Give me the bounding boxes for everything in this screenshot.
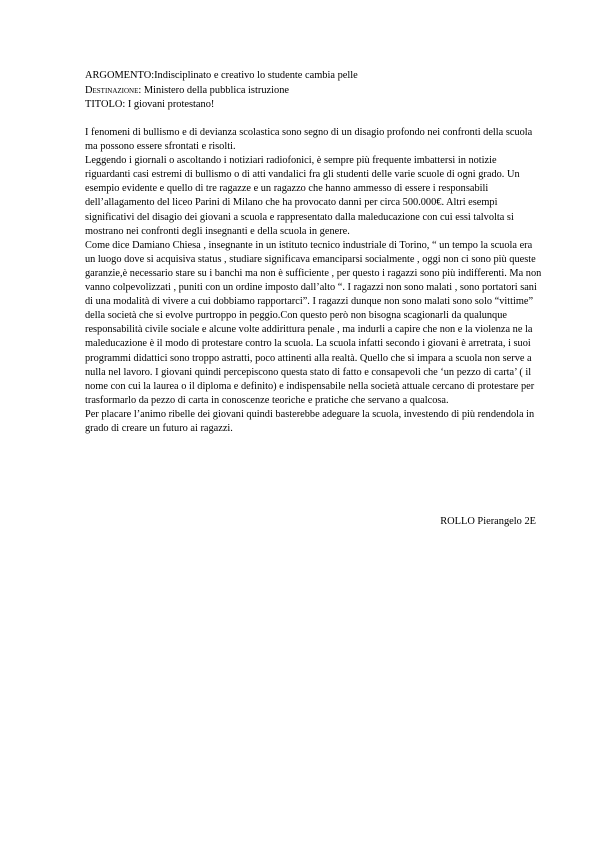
paragraph-news: Leggendo i giornali o ascoltando i notiziari radiofonici, è sempre più frequente imbattersi in notizie riguardanti casi estremi di bullismo o di atti vandalici fra gli studenti delle varie scuole di ogni grado. Un esempio evidente e quello di tre ragazze e un ragazzo che hanno ammesso di essere i responsabili dell’allagamento del liceo Parini di Milano che ha provocato danni per circa 500.000€. Altri esempi significativi del disagio dei giovani a scuola e rappresentato dalla maleducazione con cui essi talvolta si mostrano nei confronti degli insegnanti e della scuola in genere. <box>85 155 520 237</box>
argomento-label: ARGOMENTO: <box>85 70 155 81</box>
document-header <box>85 69 545 113</box>
argomento-line <box>85 69 545 84</box>
titolo-line <box>85 98 545 113</box>
destinazione-label: Destinazione: <box>85 84 142 96</box>
argomento-value: Indisciplinato e creativo lo studente cambia pelle <box>154 70 358 81</box>
paragraph-quote: Come dice Damiano Chiesa , insegnante in un istituto tecnico industriale di Torino, “ un tempo la scuola era un luogo dove si acquisiva status , studiare significava emanciparsi socialmente , oggi non ci sono più queste garanzie,è necessario stare su i banchi ma non è sufficiente , per questo i ragazzi sono più indifferenti. Ma non vanno colpevolizzati , puniti con un ordine imposto dall’alto “. I ragazzi non sono malati , sono portatori sani di una modalità di vivere a cui dobbiamo rapportarci”. I ragazzi dunque non sono malati sono solo “vittime” della società che si evolve purtroppo in peggio.Con questo però non bisogna scagionarli da qualunque responsabilità civile sociale e alcune volte addirittura penale , ma indurli a capire che non e la violenza ne la maleducazione è il modo di protestare contro la scuola. La scuola infatti secondo i giovani è arretrata, i suoi programmi didattici sono troppo astratti, poco attinenti alla realtà. Quello che si impara a scuola non serve a nulla nel lavoro. I giovani quindi percepiscono questa stato di fatto e consapevoli che ‘un pezzo di carta’ ( il nome con cui la laurea o il diploma e definito) e indispensabile nella società attuale cercano di protestare per trasformarlo da pezzo di carta in conoscenze teoriche e pratiche che servano a qualcosa. <box>85 239 542 406</box>
titolo-label: TITOLO: <box>85 99 126 111</box>
author-signature: ROLLO Pierangelo 2E <box>440 516 536 527</box>
essay-body <box>85 126 542 436</box>
paragraph-intro: I fenomeni di bullismo e di devianza scolastica sono segno di un disagio profondo nei confronti della scuola ma possono essere sfrontati e risolti. <box>85 127 533 153</box>
destinazione-value: Ministero della pubblica istruzione <box>141 84 290 96</box>
destinazione-line <box>85 84 545 99</box>
paragraph-conclusion: Per placare l’animo ribelle dei giovani quindi basterebbe adeguare la scuola, investendo di più rendendola in grado di creare un futuro ai ragazzi. <box>85 408 535 434</box>
titolo-value: I giovani protestano! <box>125 99 215 111</box>
